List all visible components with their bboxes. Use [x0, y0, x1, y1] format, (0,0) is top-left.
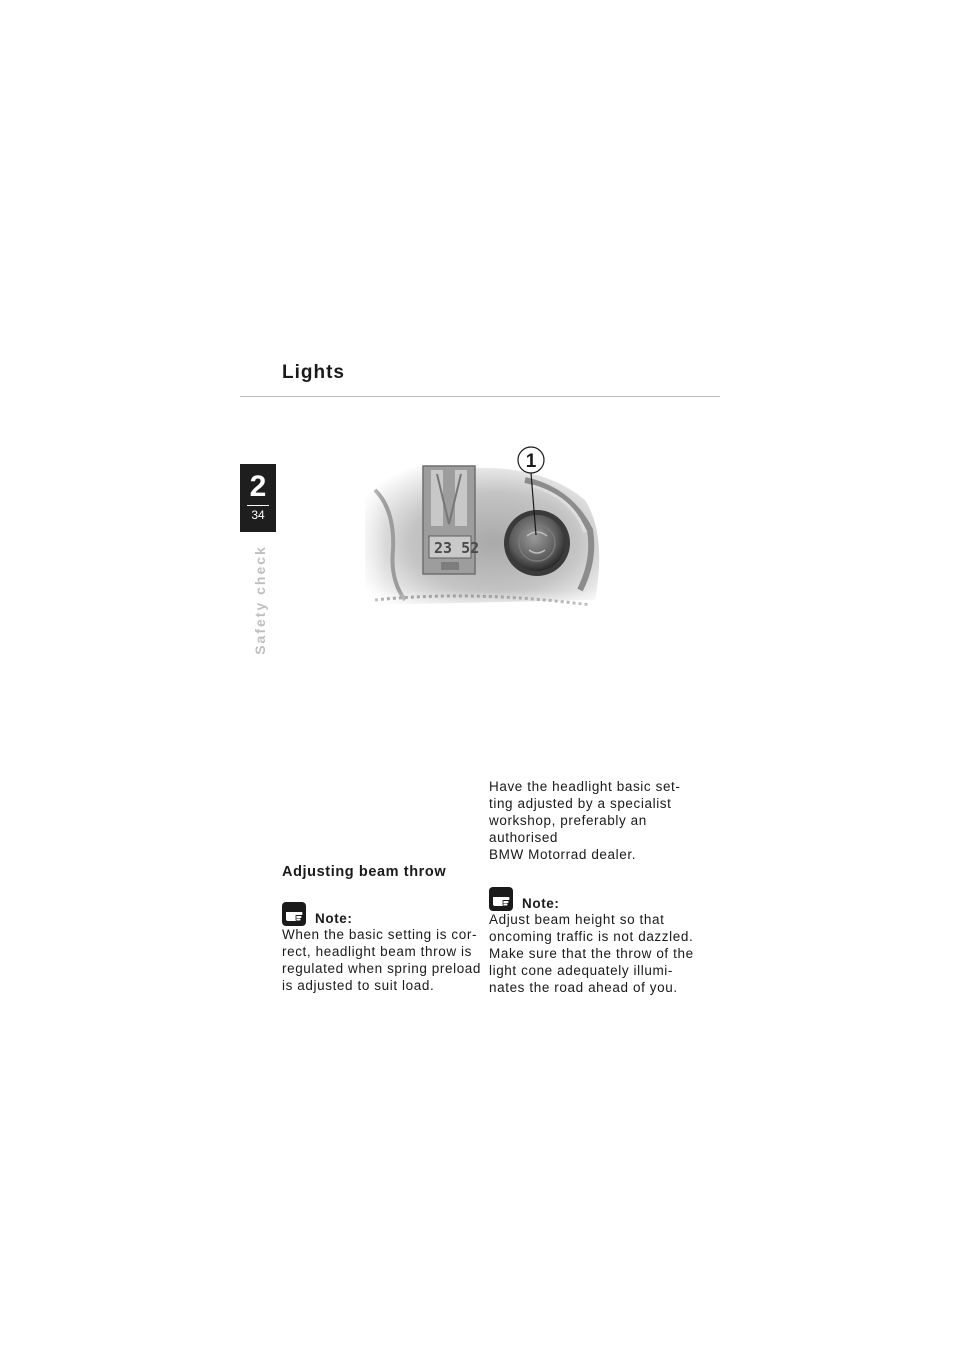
title-divider — [240, 396, 720, 397]
pointing-hand-icon — [489, 887, 513, 911]
note-label: Note: — [522, 896, 560, 911]
page-number: 34 — [251, 508, 265, 522]
intro-text-line: Have the headlight basic set- — [489, 779, 681, 794]
intro-text — [489, 778, 699, 863]
note-text-line: light cone adequately illumi- — [489, 963, 673, 978]
note-label: Note: — [315, 911, 353, 926]
right-column — [489, 778, 699, 996]
pointing-hand-icon — [282, 902, 306, 926]
note-text-line: nates the road ahead of you. — [489, 980, 678, 995]
headlight-adjuster-photo — [345, 440, 610, 620]
page-title: Lights — [282, 362, 345, 383]
note-text-line: is adjusted to suit load. — [282, 978, 435, 993]
chapter-tab-divider — [247, 505, 269, 506]
intro-text-line: workshop, preferably an — [489, 813, 647, 828]
note-text-line: rect, headlight beam throw is — [282, 944, 472, 959]
intro-text-line: BMW Motorrad dealer. — [489, 847, 637, 862]
note-header — [282, 898, 482, 926]
note-text-line: Adjust beam height so that — [489, 912, 665, 927]
headlight-adjuster-illustration — [345, 440, 610, 620]
chapter-tab — [240, 464, 276, 532]
note-text-line: When the basic setting is cor- — [282, 927, 478, 942]
note-text-line: regulated when spring preload — [282, 961, 482, 976]
note-header — [489, 883, 699, 911]
intro-text-line: ting adjusted by a specialist — [489, 796, 672, 811]
note-text — [489, 911, 699, 996]
chapter-number: 2 — [249, 470, 267, 503]
note-text-line: oncoming traffic is not dazzled. — [489, 929, 694, 944]
beam-adjuster-knob — [509, 515, 565, 571]
section-heading: Adjusting beam throw — [282, 864, 447, 880]
left-column — [282, 862, 482, 994]
clock-display-digits: 23 52 — [434, 539, 480, 557]
note-text — [282, 926, 482, 994]
intro-text-line: authorised — [489, 830, 559, 845]
section-side-label: Safety check — [252, 545, 268, 655]
note-text-line: Make sure that the throw of the — [489, 946, 694, 961]
spacer — [489, 863, 699, 883]
callout-number: 1 — [525, 451, 537, 472]
